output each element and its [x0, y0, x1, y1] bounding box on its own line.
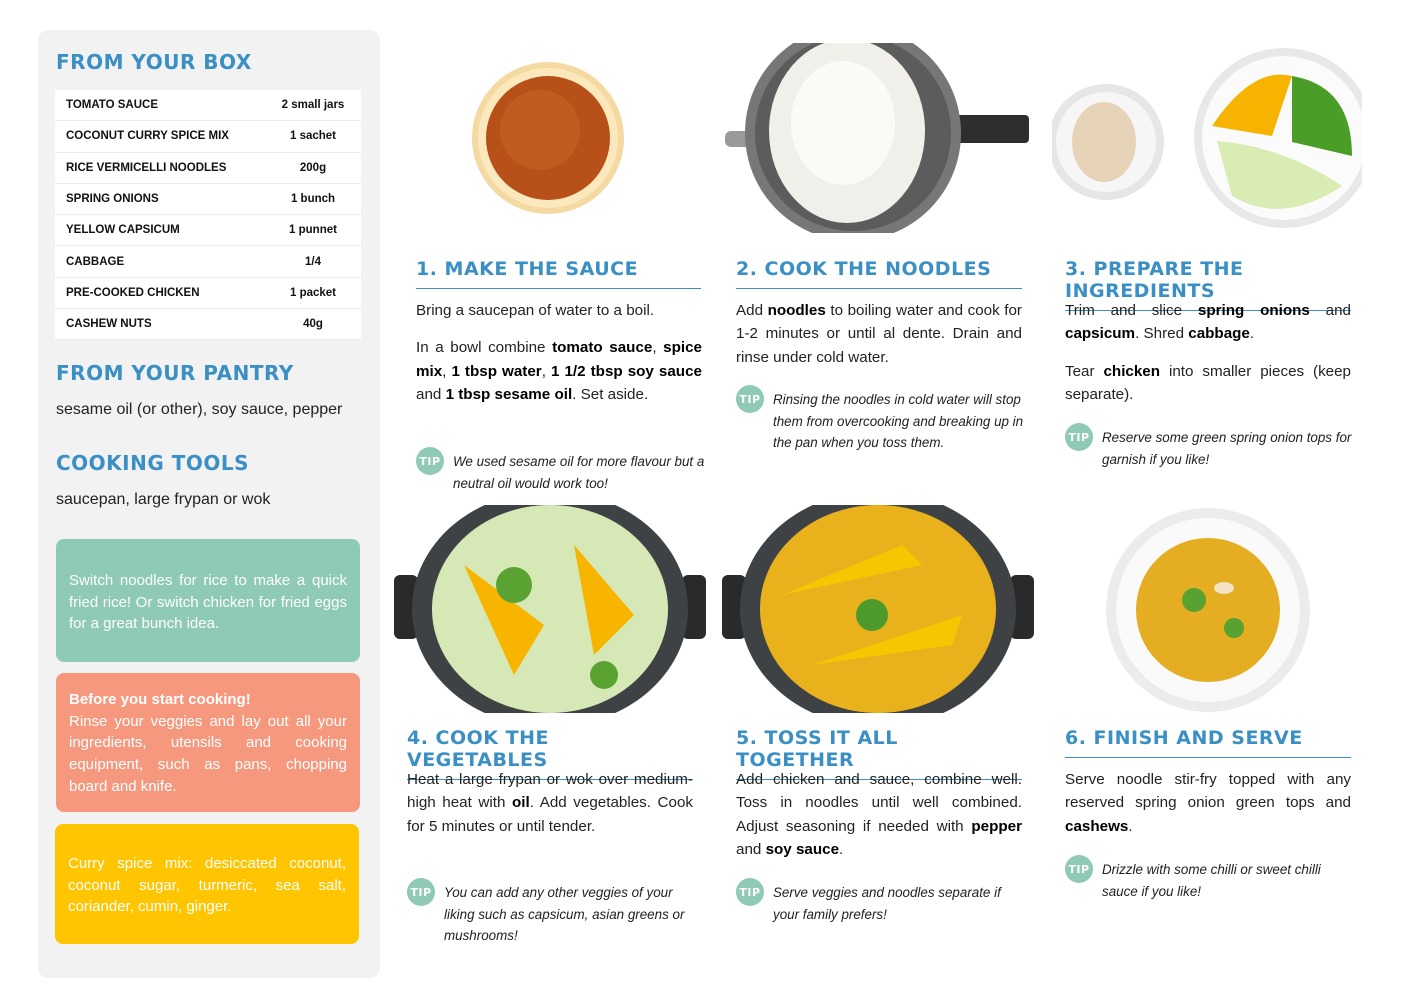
prep-card-title: Before you start cooking! — [69, 691, 251, 708]
step-6-para-1: Serve noodle stir-fry topped with any reserved spring onion green tops and cashews. — [1065, 771, 1351, 835]
drained-noodles-photo — [725, 43, 1035, 233]
box-item-row — [55, 309, 361, 340]
box-item-row — [55, 153, 361, 184]
tip-badge-icon: TIP — [736, 385, 764, 413]
vegetables-wok-photo — [394, 505, 706, 713]
tip-badge-icon: TIP — [416, 447, 444, 475]
box-item-row — [55, 278, 361, 309]
step-6-tip-text: Drizzle with some chilli or sweet chilli sauce if you like! — [1102, 862, 1321, 899]
prep-card — [56, 673, 360, 812]
step-3-heading: 3. PREPARE THE INGREDIENTS — [1065, 258, 1351, 311]
box-item-row — [55, 215, 361, 246]
box-item-qty: 40g — [303, 318, 323, 331]
box-ingredients-table — [55, 90, 361, 340]
step-4-para-1: Heat a large frypan or wok over medium-high heat with oil. Add vegetables. Cook for 5 minutes or until tender. — [407, 771, 693, 835]
spice-mix-card — [55, 824, 359, 944]
spice-mix-text: Curry spice mix: desiccated coconut, coconut sugar, turmeric, sea salt, coriander, cumin, ginger. — [68, 855, 346, 916]
step-2-heading: 2. COOK THE NOODLES — [736, 258, 1022, 289]
step-1-tip-text: We used sesame oil for more flavour but a neutral oil would work too! — [453, 454, 705, 491]
step-6-heading: 6. FINISH AND SERVE — [1065, 727, 1351, 758]
swap-tip-text: Switch noodles for rice to make a quick fried rice! Or switch chicken for fried eggs for a great bunch idea. — [69, 572, 347, 633]
step-4-body — [407, 768, 693, 838]
step-5-heading: 5. TOSS IT ALL TOGETHER — [736, 727, 1022, 780]
box-item-qty: 1/4 — [305, 255, 321, 268]
step-4-tip — [407, 882, 697, 947]
pantry-text: sesame oil (or other), soy sauce, pepper — [56, 401, 343, 418]
tools-heading: COOKING TOOLS — [56, 451, 250, 475]
step-3-para-2: Tear chicken into smaller pieces (keep separate). — [1065, 362, 1352, 403]
box-item-row — [55, 184, 361, 215]
step-2-tip — [736, 389, 1026, 454]
step-6-body — [1065, 768, 1351, 838]
step-4-heading: 4. COOK THE VEGETABLES — [407, 727, 693, 780]
box-item-qty: 1 bunch — [290, 193, 336, 206]
box-item-name: CABBAGE — [66, 255, 125, 268]
box-item-name: SPRING ONIONS — [66, 193, 159, 206]
box-item-name: TOMATO SAUCE — [66, 99, 159, 112]
step-3-tip-text: Reserve some green spring onion tops for garnish if you like! — [1102, 430, 1352, 467]
step-1-heading: 1. MAKE THE SAUCE — [416, 258, 701, 289]
tools-text: saucepan, large frypan or wok — [56, 491, 271, 508]
swap-tip-card — [56, 539, 360, 662]
pantry-heading: FROM YOUR PANTRY — [56, 361, 294, 385]
step-3-body — [1065, 299, 1351, 406]
box-item-qty: 2 small jars — [281, 99, 345, 112]
box-item-name: PRE-COOKED CHICKEN — [66, 286, 200, 299]
box-item-qty: 1 punnet — [289, 224, 337, 237]
sauce-bowl-photo — [470, 60, 630, 220]
box-item-row — [55, 246, 361, 277]
step-6-tip — [1065, 859, 1355, 902]
prep-card-text: Rinse your veggies and lay out all your ingredients, utensils and cooking equipment, such as pans, chopping board and knife. — [69, 712, 347, 795]
step-1-para-1: Bring a saucepan of water to a boil. — [416, 302, 655, 319]
box-item-qty: 200g — [299, 161, 327, 174]
tip-badge-icon: TIP — [1065, 423, 1093, 451]
step-2-tip-text: Rinsing the noodles in cold water will stop them from overcooking and breaking up in the pan when you toss them. — [773, 392, 1024, 451]
box-item-qty: 1 packet — [289, 286, 337, 299]
tip-badge-icon: TIP — [736, 878, 764, 906]
prepared-ingredients-photo — [1052, 46, 1362, 232]
step-5-para-1: Add chicken and sauce, combine well. Toss in noodles until well combined. Adjust seasoning if needed with pepper and soy sauce. — [736, 771, 1022, 858]
step-5-tip — [736, 882, 1026, 925]
step-3-para-1: Trim and slice spring onions and capsicum. Shred cabbage. — [1065, 302, 1352, 343]
step-3-tip — [1065, 427, 1355, 470]
step-4-tip-text: You can add any other veggies of your liking such as capsicum, asian greens or mushrooms! — [444, 885, 685, 944]
tossed-stirfry-wok-photo — [722, 505, 1034, 713]
box-heading: FROM YOUR BOX — [56, 50, 252, 74]
step-5-tip-text: Serve veggies and noodles separate if your family prefers! — [773, 885, 1001, 922]
box-item-name: CASHEW NUTS — [66, 318, 152, 331]
step-2-body — [736, 299, 1022, 369]
box-item-name: COCONUT CURRY SPICE MIX — [66, 130, 229, 143]
step-1-para-2: In a bowl combine tomato sauce, spice mix, 1 tbsp water, 1 1/2 tbsp soy sauce and 1 tbsp sesame oil. Set aside. — [416, 339, 702, 403]
tip-badge-icon: TIP — [1065, 855, 1093, 883]
tip-badge-icon: TIP — [407, 878, 435, 906]
box-item-row — [55, 90, 361, 121]
step-1-body — [416, 299, 702, 406]
box-item-name: RICE VERMICELLI NOODLES — [66, 161, 227, 174]
step-5-body — [736, 768, 1022, 861]
step-1-tip — [416, 451, 706, 494]
box-item-qty: 1 sachet — [289, 130, 337, 143]
box-item-name: YELLOW CAPSICUM — [66, 224, 180, 237]
served-noodles-photo — [1104, 508, 1312, 712]
box-item-row — [55, 121, 361, 152]
step-2-para-1: Add noodles to boiling water and cook for 1-2 minutes or until al dente. Drain and rinse under cold water. — [736, 302, 1022, 366]
